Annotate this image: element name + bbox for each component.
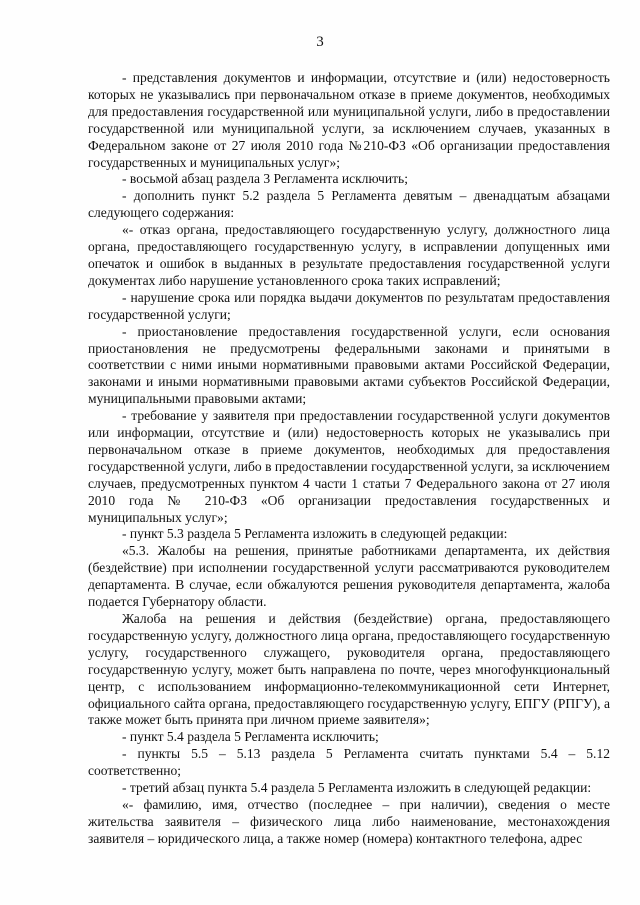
document-body xyxy=(88,70,610,848)
paragraph: - пункт 5.4 раздела 5 Регламента исключить; xyxy=(122,729,379,745)
paragraph: «- отказ органа, предоставляющего государственную услугу, должностного лица органа, предоставляющего государственную услугу, в исправлении допущенных ими опечаток и ошибок в выданных в результате предоставления государственной услуги документах либо нарушение установленного срока таких исправлений; xyxy=(88,222,610,288)
paragraph: - приостановление предоставления государственной услуги, если основания приостановления не предусмотрены федеральными законами и принятыми в соответствии с ними иными нормативными правовыми актами Российской Федерации, законами и иными нормативными правовыми актами субъектов Российской Федерации, муниципальными правовыми актами; xyxy=(88,323,610,407)
paragraph: Жалоба на решения и действия (бездействие) органа, предоставляющего государственную услугу, должностного лица органа, предоставляющего государственную услугу, государственного служащего, руководителя органа, предоставляющего государственную услугу, может быть направлена по почте, через многофункциональный центр, с использованием информационно-телекоммуникационной сети Интернет, официального сайта органа, предоставляющего государственную услугу, ЕПГУ (РПГУ), а также может быть принята при личном приеме заявителя»; xyxy=(88,611,610,728)
page-number: 3 xyxy=(316,34,324,50)
paragraph: - третий абзац пункта 5.4 раздела 5 Регламента изложить в следующей редакции: xyxy=(122,780,592,796)
paragraph: - дополнить пункт 5.2 раздела 5 Регламента девятым – двенадцатым абзацами следующего содержания: xyxy=(88,188,610,221)
paragraph: «- фамилию, имя, отчество (последнее – при наличии), сведения о месте жительства заявителя – физического лица либо наименование, местонахождения заявителя – юридического лица, а также номер (номера) контактного телефона, адрес xyxy=(88,796,610,846)
paragraph: «5.3. Жалобы на решения, принятые работниками департамента, их действия (бездействие) при исполнении государственной услуги рассматриваются руководителем департамента. В случае, если обжалуются решения руководителя департамента, жалоба подается Губернатору области. xyxy=(88,543,610,610)
paragraph: - требование у заявителя при предоставлении государственной услуги документов или информации, отсутствие и (или) недостоверность которых не указывались при первоначальном отказе в приеме документов, необходимых для предоставления государственной услуги, либо в предоставлении государственной услуги, за исключением случаев, предусмотренных пунктом 4 части 1 статьи 7 Федерального закона от 27 июля 2010 года № 210-ФЗ «Об организации предоставления государственных и муниципальных услуг»; xyxy=(88,408,610,525)
paragraph: - пункт 5.3 раздела 5 Регламента изложить в следующей редакции: xyxy=(122,526,508,542)
paragraph: - восьмой абзац раздела 3 Регламента исключить; xyxy=(122,171,408,187)
paragraph: - представления документов и информации, отсутствие и (или) недостоверность которых не указывались при первоначальном отказе в приеме документов, необходимых для предоставления государственной или муниципальной услуги, либо в предоставлении государственной или муниципальной услуги, за исключением случаев, указанных в Федеральном законе от 27 июля 2010 года №210-ФЗ «Об организации предоставления государственных и муниципальных услуг»; xyxy=(88,70,610,170)
paragraph: - пункты 5.5 – 5.13 раздела 5 Регламента считать пунктами 5.4 – 5.12 соответственно; xyxy=(88,746,610,779)
paragraph: - нарушение срока или порядка выдачи документов по результатам предоставления государственной услуги; xyxy=(88,289,610,322)
